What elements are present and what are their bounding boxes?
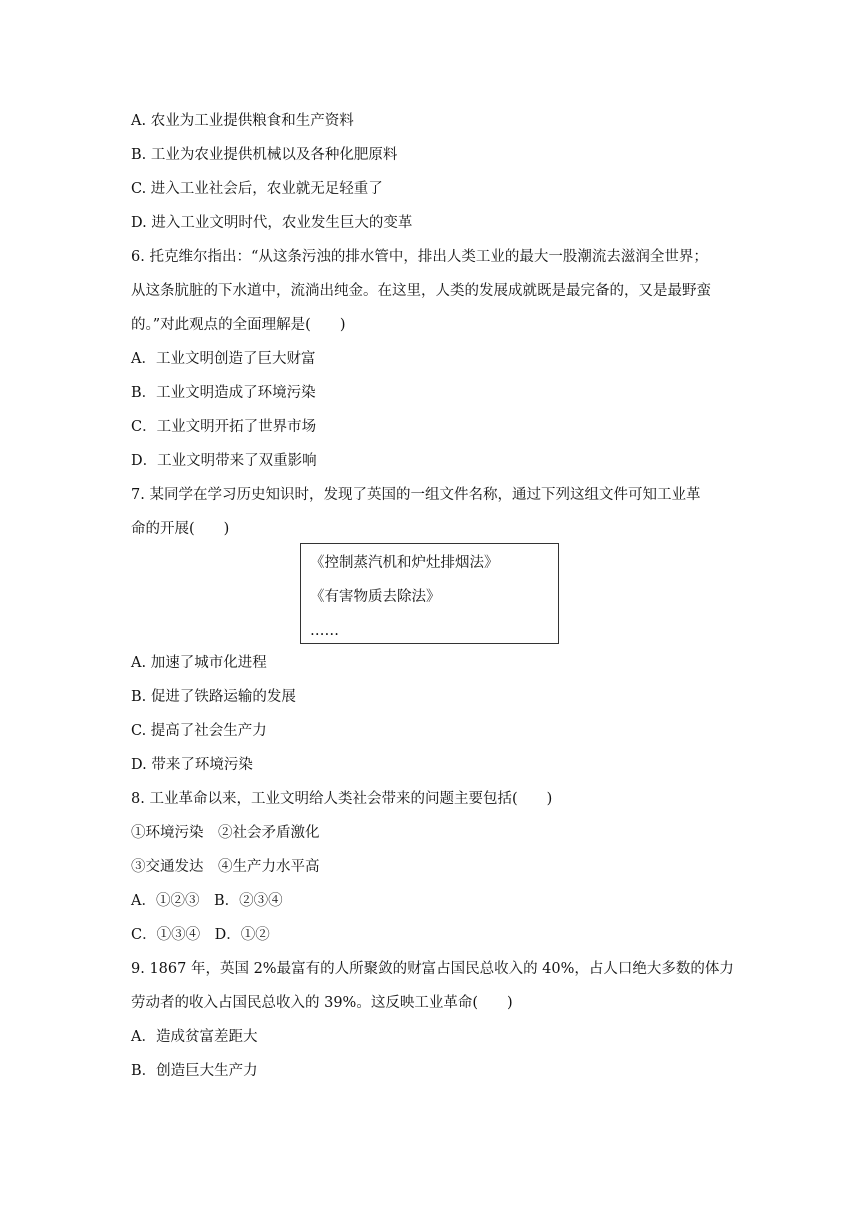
q6-option-a: A．工业文明创造了巨大财富 [131, 351, 316, 367]
q8-items-line-1: ①环境污染 ②社会矛盾激化 [131, 825, 320, 841]
q7-option-a: A. 加速了城市化进程 [131, 655, 267, 671]
q5-option-c: C. 进入工业社会后，农业就无足轻重了 [131, 181, 383, 197]
q6-stem-line-3: 的。”对此观点的全面理解是( ) [131, 317, 346, 333]
q9-stem-line-2: 劳动者的收入占国民总收入的 39%。这反映工业革命( ) [131, 995, 513, 1011]
q6-option-d: D．工业文明带来了双重影响 [131, 453, 317, 469]
q6-stem-line-1: 6. 托克维尔指出：“从这条污浊的排水管中，排出人类工业的最大一股潮流去滋润全世界； [131, 249, 708, 265]
q7-stem-line-1: 7. 某同学在学习历史知识时，发现了英国的一组文件名称，通过下列这组文件可知工业革 [131, 487, 701, 503]
document-title-1: 《控制蒸汽机和炉灶排烟法》 [310, 555, 499, 571]
q7-option-b: B. 促进了铁路运输的发展 [131, 689, 296, 705]
q8-items-line-2: ③交通发达 ④生产力水平高 [131, 859, 320, 875]
q5-option-a: A. 农业为工业提供粮食和生产资料 [131, 113, 354, 129]
q8-stem: 8. 工业革命以来，工业文明给人类社会带来的问题主要包括( ) [131, 791, 553, 807]
q7-stem-line-2: 命的开展( ) [131, 521, 230, 537]
q6-option-c: C．工业文明开拓了世界市场 [131, 419, 317, 435]
q8-options-ab: A．①②③ B．②③④ [131, 893, 283, 909]
q7-option-d: D. 带来了环境污染 [131, 757, 253, 773]
q6-stem-line-2: 从这条肮脏的下水道中，流淌出纯金。在这里，人类的发展成就既是最完备的，又是最野蛮 [131, 283, 711, 299]
q7-option-c: C. 提高了社会生产力 [131, 723, 267, 739]
q8-options-cd: C．①③④ D．①② [131, 927, 270, 943]
q9-option-a: A．造成贫富差距大 [131, 1029, 258, 1045]
q5-option-b: B. 工业为农业提供机械以及各种化肥原料 [131, 147, 398, 163]
q6-option-b: B．工业文明造成了环境污染 [131, 385, 316, 401]
document-titles-box [300, 543, 559, 644]
q5-option-d: D. 进入工业文明时代，农业发生巨大的变革 [131, 215, 413, 231]
document-title-ellipsis: …… [310, 623, 339, 639]
q9-stem-line-1: 9. 1867 年，英国 2%最富有的人所聚敛的财富占国民总收入的 40%，占人口绝大多数的体力 [131, 961, 734, 977]
document-title-2: 《有害物质去除法》 [310, 589, 441, 605]
q9-option-b: B．创造巨大生产力 [131, 1063, 258, 1079]
